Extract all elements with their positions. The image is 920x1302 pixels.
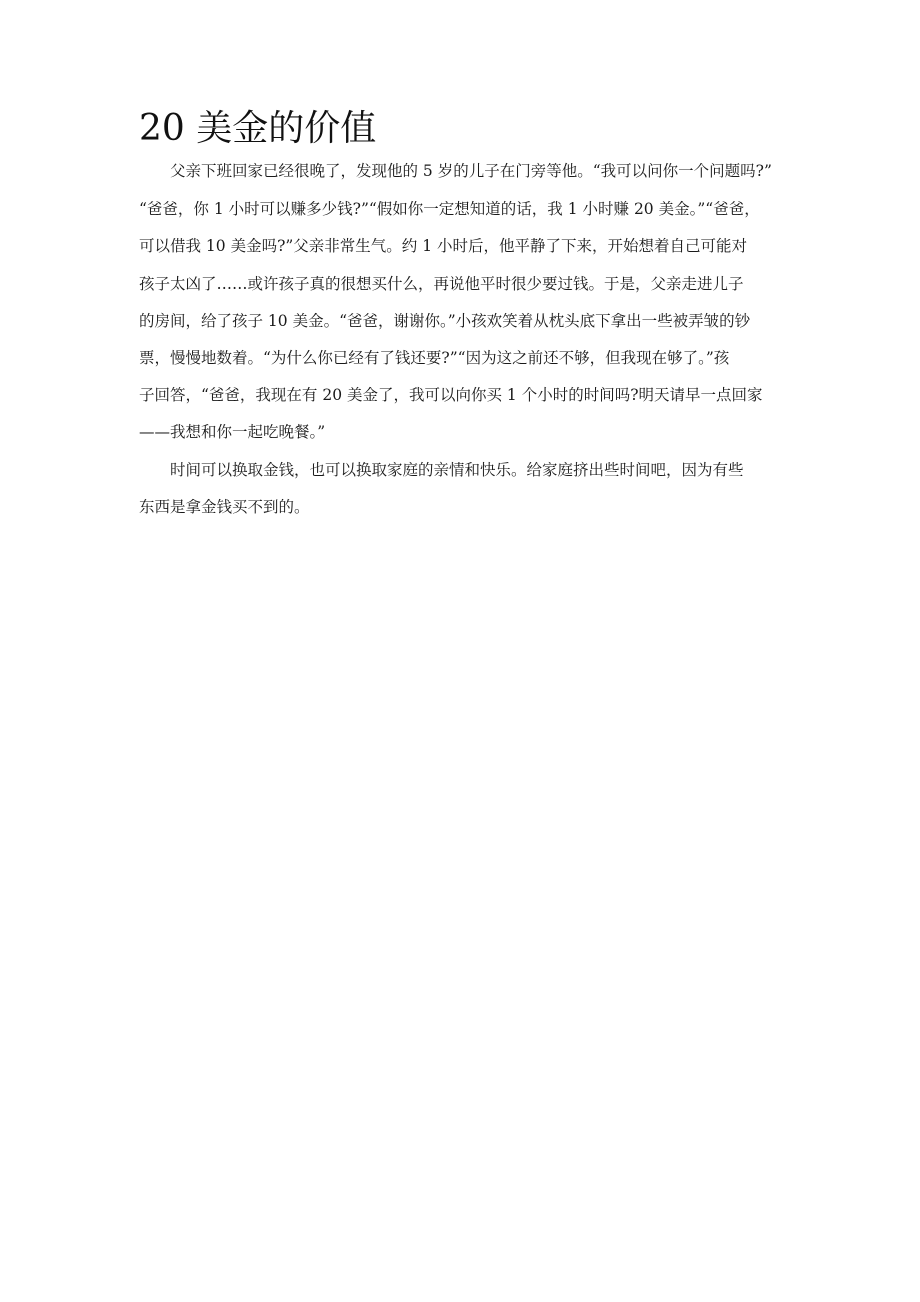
paragraph-line: 东西是拿金钱买不到的。 [139, 498, 310, 516]
paragraph-line: 的房间，给了孩子 10 美金。“爸爸，谢谢你。”小孩欢笑着从枕头底下拿出一些被弄皱的钞 [139, 312, 751, 330]
paragraph-line: 孩子太凶了……或许孩子真的很想买什么，再说他平时很少要过钱。于是，父亲走进儿子 [139, 275, 744, 293]
paragraph-line: 子回答，“爸爸，我现在有 20 美金了，我可以向你买 1 个小时的时间吗?明天请早一点回家 [139, 386, 763, 404]
paragraph-line: 可以借我 10 美金吗?”父亲非常生气。约 1 小时后，他平静了下来，开始想着自己可能对 [139, 237, 748, 255]
document-title: 20 美金的价值 [139, 108, 377, 149]
paragraph-line: 父亲下班回家已经很晚了，发现他的 5 岁的儿子在门旁等他。“我可以问你一个问题吗?” [170, 162, 772, 180]
paragraph-line: “爸爸，你 1 小时可以赚多少钱?”“假如你一定想知道的话，我 1 小时赚 20 美金。”“爸爸， [139, 200, 760, 218]
paragraph-line: 时间可以换取金钱，也可以换取家庭的亲情和快乐。给家庭挤出些时间吧，因为有些 [170, 461, 744, 479]
paragraph-line: ——我想和你一起吃晚餐。” [139, 423, 326, 441]
paragraph-line: 票，慢慢地数着。“为什么你已经有了钱还要?”“因为这之前还不够，但我现在够了。”孩 [139, 349, 730, 367]
